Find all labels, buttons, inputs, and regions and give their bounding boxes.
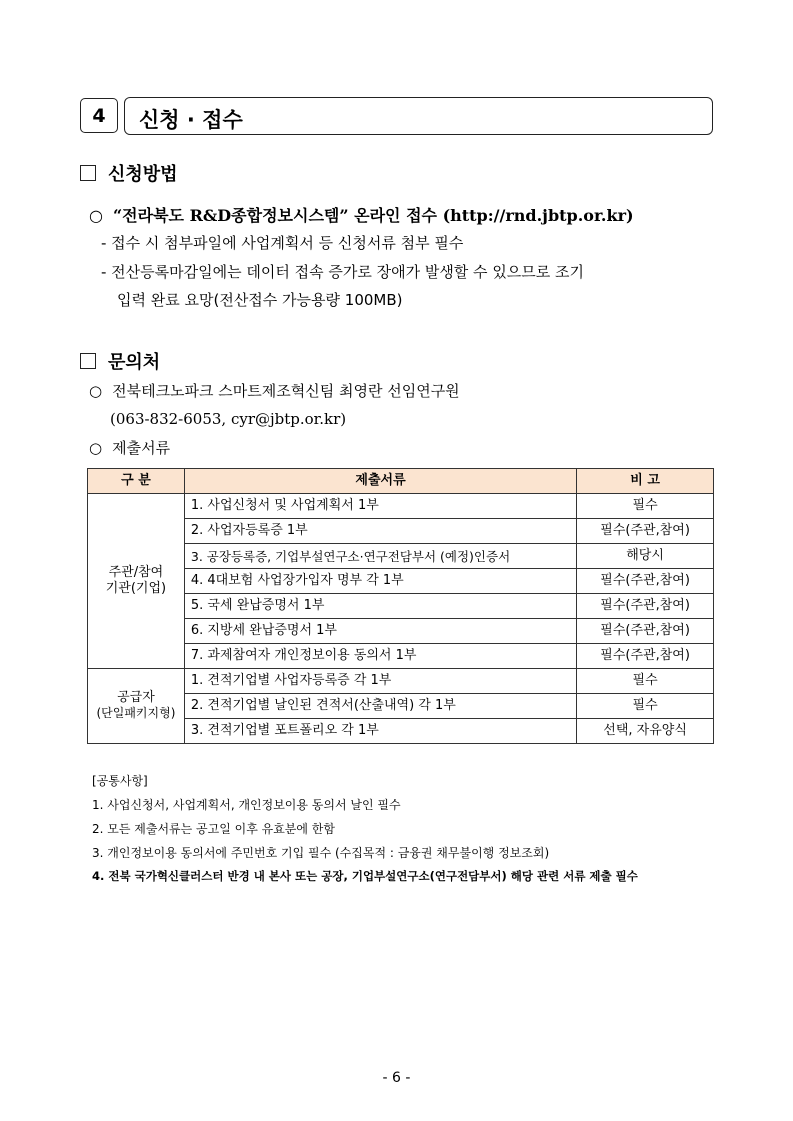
section-header [80,97,713,135]
online-submission [89,203,634,226]
header-documents: 제출서류 [184,469,576,494]
doc-cell: 2. 견적기업별 날인된 견적서(산출내역) 각 1부 [184,694,576,719]
table-row [88,494,714,519]
doc-cell: 2. 사업자등록증 1부 [184,519,576,544]
contact-detail: (063-832-6053, cyr@jbtp.or.kr) [110,410,347,428]
note-cell: 필수(주관,참여) [577,519,714,544]
method-note-1: - 접수 시 첨부파일에 사업계획서 등 신청서류 첨부 필수 [101,234,464,252]
contact-person-text: 전북테크노파크 스마트제조혁신팀 최영란 선임연구원 [112,382,460,400]
group-label-line: 기관(기업) [105,581,167,596]
page-number: - 6 - [382,1070,411,1086]
method-heading-text: 신청방법 [108,164,178,185]
bullet-circle-icon: ○ [89,206,103,225]
note-cell: 필수(주관,참여) [577,619,714,644]
section-number: 4 [80,98,118,133]
note-cell: 해당시 [577,544,714,569]
contact-person [89,380,460,401]
checkbox-square-icon [80,165,96,181]
online-submission-text: “전라북도 R&D종합정보시스템” 온라인 접수 (http://rnd.jbtp.or.kr) [112,206,634,225]
header-category: 구 분 [88,469,185,494]
method-note-3: 입력 완료 요망(전산접수 가능용량 100MB) [117,291,403,309]
contact-heading [80,348,160,374]
note-cell: 필수 [577,494,714,519]
bullet-circle-icon: ○ [89,382,103,400]
bullet-circle-icon: ○ [89,439,103,457]
submission-docs-text: 제출서류 [112,439,171,457]
common-note-item: 4. 전북 국가혁신클러스터 반경 내 본사 또는 공장, 기업부설연구소(연구전담부서) 해당 관련 서류 제출 필수 [92,869,638,883]
doc-cell: 1. 견적기업별 사업자등록증 각 1부 [184,669,576,694]
group-label-line: (단일패키지형) [96,706,176,720]
table-row [88,669,714,694]
doc-cell: 4. 4대보험 사업장가입자 명부 각 1부 [184,569,576,594]
doc-cell: 1. 사업신청서 및 사업계획서 1부 [184,494,576,519]
method-heading [80,160,178,186]
section-title-box [124,97,713,135]
group-label-lead [88,494,185,669]
header-remarks: 비 고 [577,469,714,494]
table-header-row [88,469,714,494]
note-cell: 필수(주관,참여) [577,594,714,619]
note-cell: 필수 [577,694,714,719]
doc-cell: 5. 국세 완납증명서 1부 [184,594,576,619]
common-notes [92,772,638,891]
doc-cell: 3. 공장등록증, 기업부설연구소·연구전담부서 (예정)인증서 [184,544,576,569]
documents-table [87,468,714,744]
submission-docs-label [89,437,170,458]
doc-cell: 3. 견적기업별 포트폴리오 각 1부 [184,719,576,744]
group-label-line: 주관/참여 [108,565,164,581]
common-note-item: 3. 개인정보이용 동의서에 주민번호 기입 필수 (수집목적 : 금융권 채무불이행 정보조회) [92,846,550,860]
note-cell: 필수(주관,참여) [577,644,714,669]
section-title: 신청 · 접수 [139,108,243,132]
common-note-item: 1. 사업신청서, 사업계획서, 개인정보이용 동의서 날인 필수 [92,798,401,812]
method-note-2: - 전산등록마감일에는 데이터 접속 증가로 장애가 발생할 수 있으므로 조기 [101,263,585,281]
doc-cell: 6. 지방세 완납증명서 1부 [184,619,576,644]
common-notes-title: [공통사항] [92,774,148,788]
group-label-supplier [88,669,185,744]
checkbox-square-icon [80,353,96,369]
group-label-line: 공급자 [117,690,155,706]
note-cell: 선택, 자유양식 [577,719,714,744]
note-cell: 필수 [577,669,714,694]
doc-cell: 7. 과제참여자 개인정보이용 동의서 1부 [184,644,576,669]
contact-heading-text: 문의처 [108,352,161,373]
common-note-item: 2. 모든 제출서류는 공고일 이후 유효분에 한함 [92,822,335,836]
note-cell: 필수(주관,참여) [577,569,714,594]
